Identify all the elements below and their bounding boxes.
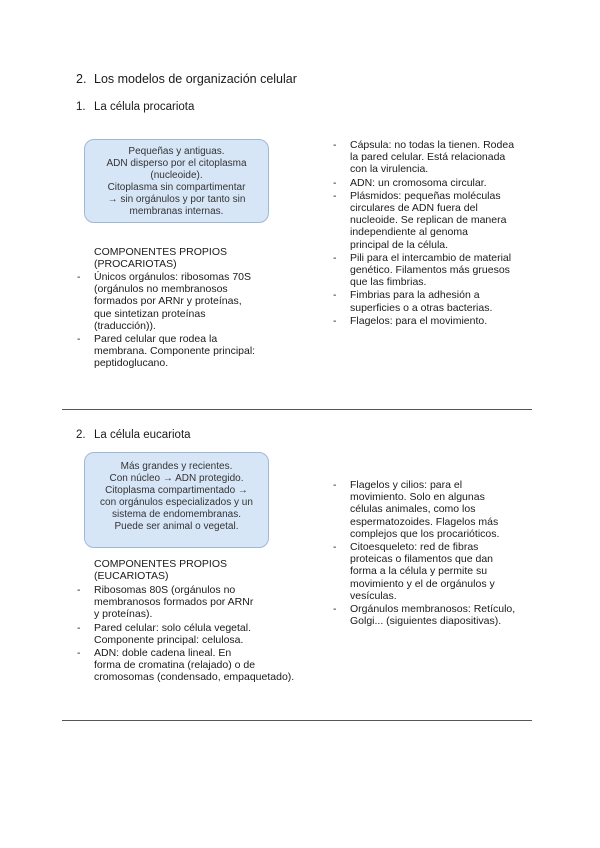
list-item (77, 622, 294, 646)
list-item (77, 333, 255, 370)
prokaryote-heading (76, 101, 194, 113)
list-item-line: - Fimbrias para la adhesión a (350, 289, 480, 302)
list-item (333, 315, 514, 327)
list-item-line: que sintetizan proteínas (94, 307, 206, 320)
list-item (333, 603, 515, 627)
prokaryote-title: La célula procariota (94, 101, 195, 113)
list-item-line: - ADN: un cromosoma circular. (350, 176, 487, 189)
list-item-line: - Citoesqueleto: red de fibras (350, 541, 479, 554)
list-item (333, 252, 514, 289)
eukaryote-heading (76, 429, 191, 441)
list-item-line: - Plásmidos: pequeñas moléculas (350, 189, 501, 202)
list-item-line: forma de cromatina (relajado) o de (94, 659, 256, 672)
list-item (333, 139, 514, 176)
box-line: (nucleoide). (150, 170, 203, 181)
list-item-line: - Pared celular que rodea la (94, 333, 218, 346)
prokaryote-number: 1. (76, 101, 86, 113)
list-item-line: - Cápsula: no todas la tienen. Rodea (350, 139, 515, 151)
list-item-line: vesículas. (350, 589, 397, 602)
box-line: membranas internas. (129, 206, 224, 217)
list-item-line: formados por ARNr y proteínas, (94, 295, 242, 308)
list-item-line: circulares de ADN fuera del (350, 202, 478, 215)
main-heading-title: Los modelos de organización celular (94, 72, 297, 86)
list-item-line: espermatozoides. Flagelos más (350, 515, 499, 528)
list-item-line: membrana. Componente principal: (94, 345, 256, 358)
list-item-line: genético. Filamentos más gruesos (350, 264, 510, 277)
eukaryote-components-title (94, 558, 227, 582)
box-line: Pequeñas y antiguas. (128, 146, 225, 157)
list-item-line: Golgi... (siguientes diapositivas). (350, 615, 502, 628)
list-item-line: células animales, como los (350, 503, 476, 516)
list-item-line: (orgánulos no membranosos (94, 283, 228, 296)
section-divider (62, 409, 532, 410)
list-item-line: - Orgánulos membranosos: Retículo, (350, 603, 516, 616)
box-line: sistema de endomembranas. (112, 509, 241, 520)
section-divider-bottom (62, 720, 532, 721)
list-item-line: - Únicos orgánulos: ribosomas 70S (94, 271, 251, 283)
list-item (333, 177, 514, 189)
list-item-line: con la virulencia. (350, 163, 429, 176)
list-item-line: nucleoide. Se replican de manera (350, 214, 507, 227)
eukaryote-title: La célula eucariota (94, 429, 191, 441)
list-item-line: principal de la célula. (350, 238, 449, 251)
list-item-line: - Pili para el intercambio de material (350, 251, 512, 264)
box-line: → sin orgánulos y por tanto sin (107, 194, 246, 205)
list-item (333, 479, 515, 540)
list-item-line: cromosomas (condensado, empaquetado). (94, 671, 295, 684)
list-item-line: - ADN: doble cadena lineal. En (94, 647, 232, 660)
list-item (333, 541, 515, 602)
main-heading (76, 72, 297, 86)
prokaryote-structures-list (333, 139, 514, 328)
box-line: Más grandes y recientes. (120, 461, 233, 472)
list-item-line: - Ribosomas 80S (orgánulos no (94, 584, 236, 596)
list-item-line: superficies o a otras bacterias. (350, 301, 493, 314)
box-line: con orgánulos especializados y un (100, 497, 253, 508)
list-item-line: peptidoglucano. (94, 357, 169, 370)
list-item-line: (traducción)). (94, 319, 156, 332)
components-title-line: (PROCARIOTAS) (94, 258, 177, 270)
list-item (77, 271, 255, 332)
box-line: Puede ser animal o vegetal. (114, 521, 239, 532)
components-title-line: COMPONENTES PROPIOS (94, 558, 228, 570)
list-item-line: y proteínas). (94, 608, 153, 621)
eukaryote-components-list (77, 584, 294, 685)
box-line: ADN disperso por el citoplasma (106, 158, 247, 169)
list-item-line: Componente principal: celulosa. (94, 633, 244, 646)
prokaryote-components-list (77, 271, 255, 371)
list-item (77, 647, 294, 684)
list-item-line: membranosos formados por ARNr (94, 596, 254, 609)
eukaryote-summary-box (84, 452, 269, 548)
main-heading-number: 2. (76, 72, 87, 86)
box-line: Citoplasma sin compartimentar (107, 182, 246, 193)
box-line: Con núcleo → ADN protegido. (109, 473, 244, 484)
prokaryote-components-title (94, 246, 227, 270)
list-item-line: que las fimbrias. (350, 276, 427, 289)
eukaryote-number: 2. (76, 429, 86, 441)
list-item-line: la pared celular. Está relacionada (350, 151, 506, 164)
list-item-line: - Pared celular: solo célula vegetal. (94, 621, 252, 634)
list-item-line: proteicas o filamentos que dan (350, 553, 494, 566)
list-item (333, 190, 514, 251)
components-title-line: COMPONENTES PROPIOS (94, 246, 228, 258)
list-item-line: - Flagelos: para el movimiento. (350, 314, 488, 327)
list-item (77, 584, 294, 621)
components-title-line: (EUCARIOTAS) (94, 570, 169, 582)
eukaryote-structures-list (333, 479, 515, 628)
box-line: Citoplasma compartimentado → (105, 485, 248, 496)
list-item-line: forma a la célula y permite su (350, 565, 488, 578)
list-item (333, 289, 514, 313)
prokaryote-summary-box (84, 139, 269, 223)
list-item-line: movimiento. Solo en algunas (350, 491, 485, 504)
list-item-line: independiente al genoma (350, 226, 468, 239)
list-item-line: - Flagelos y cilios: para el (350, 479, 463, 491)
list-item-line: movimiento y el de orgánulos y (350, 577, 495, 590)
list-item-line: complejos que los procarióticos. (350, 527, 500, 540)
